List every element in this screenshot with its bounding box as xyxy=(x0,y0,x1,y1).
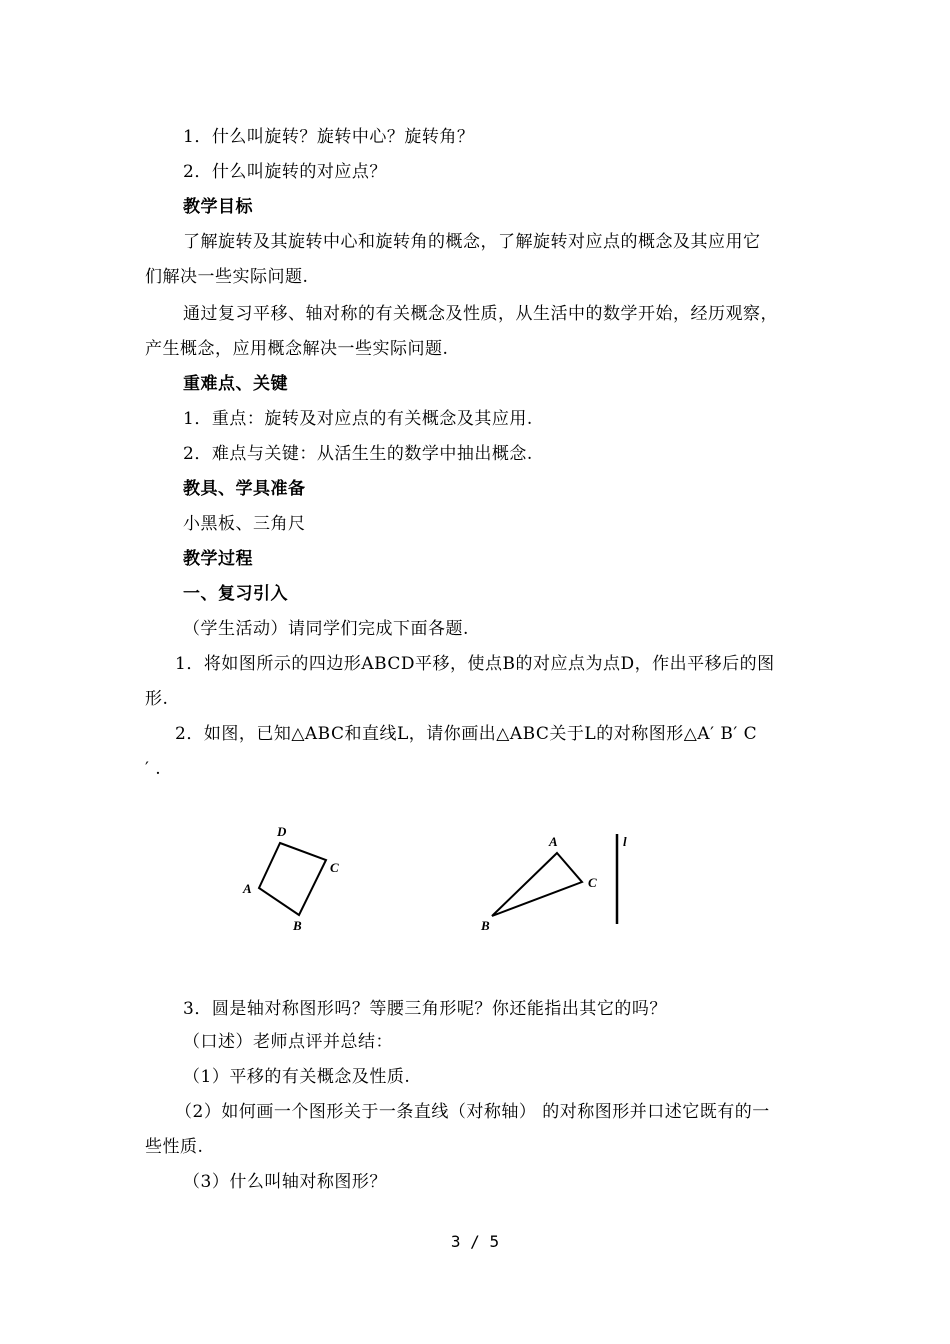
student-activity: （学生活动）请同学们完成下面各题. xyxy=(183,619,469,639)
label-b: B xyxy=(293,918,302,933)
heading-key-points: 重难点、关键 xyxy=(183,374,288,394)
summary-3: （3）什么叫轴对称图形？ xyxy=(183,1172,387,1192)
geometry-figure xyxy=(0,800,950,960)
page-separator: / xyxy=(470,1232,480,1251)
exercise-1: 1．将如图所示的四边形ABCD平移，使点B的对应点为点D，作出平移后的图 xyxy=(175,654,775,674)
label-l: l xyxy=(623,834,627,849)
summary-2-cont: 些性质. xyxy=(145,1137,204,1157)
heading-teaching-goals: 教学目标 xyxy=(183,197,253,217)
paragraph-line: 产生概念，应用概念解决一些实际问题. xyxy=(145,339,449,359)
exercise-2-cont: ′ . xyxy=(145,759,162,779)
heading-materials: 教具、学具准备 xyxy=(183,479,306,499)
page-number xyxy=(0,1232,950,1251)
label-a: A xyxy=(549,834,558,849)
exercise-2: 2．如图，已知△ABC和直线L，请你画出△ABC关于L的对称图形△A′ B′ C xyxy=(175,724,758,744)
materials-text: 小黑板、三角尺 xyxy=(183,514,306,534)
label-c: C xyxy=(330,860,339,875)
key-point-2: 2．难点与关键：从活生生的数学中抽出概念. xyxy=(183,444,533,464)
key-point-1: 1．重点：旋转及对应点的有关概念及其应用. xyxy=(183,409,533,429)
oral-summary: （口述）老师点评并总结： xyxy=(183,1032,393,1052)
paragraph-line: 们解决一些实际问题. xyxy=(145,267,309,287)
page-current: 3 xyxy=(450,1232,461,1251)
heading-review: 一、复习引入 xyxy=(183,584,288,604)
summary-2: （2）如何画一个图形关于一条直线（对称轴） 的对称图形并口述它既有的一 xyxy=(175,1102,770,1122)
paragraph-line: 通过复习平移、轴对称的有关概念及性质，从生活中的数学开始，经历观察， xyxy=(183,304,778,324)
label-a: A xyxy=(243,881,252,896)
triangle-abc xyxy=(492,853,582,916)
label-b: B xyxy=(481,918,490,933)
paragraph-line: 了解旋转及其旋转中心和旋转角的概念，了解旋转对应点的概念及其应用它 xyxy=(183,232,761,252)
question-1: 1．什么叫旋转？旋转中心？旋转角？ xyxy=(183,127,475,147)
heading-process: 教学过程 xyxy=(183,549,253,569)
exercise-1-cont: 形. xyxy=(145,689,169,709)
quadrilateral-abcd xyxy=(259,843,326,915)
summary-1: （1）平移的有关概念及性质. xyxy=(183,1067,411,1087)
exercise-3: 3．圆是轴对称图形吗？等腰三角形呢？你还能指出其它的吗？ xyxy=(183,999,667,1019)
question-2: 2．什么叫旋转的对应点？ xyxy=(183,162,387,182)
label-d: D xyxy=(277,824,287,839)
label-c: C xyxy=(588,875,597,890)
page-total: 5 xyxy=(489,1232,500,1251)
